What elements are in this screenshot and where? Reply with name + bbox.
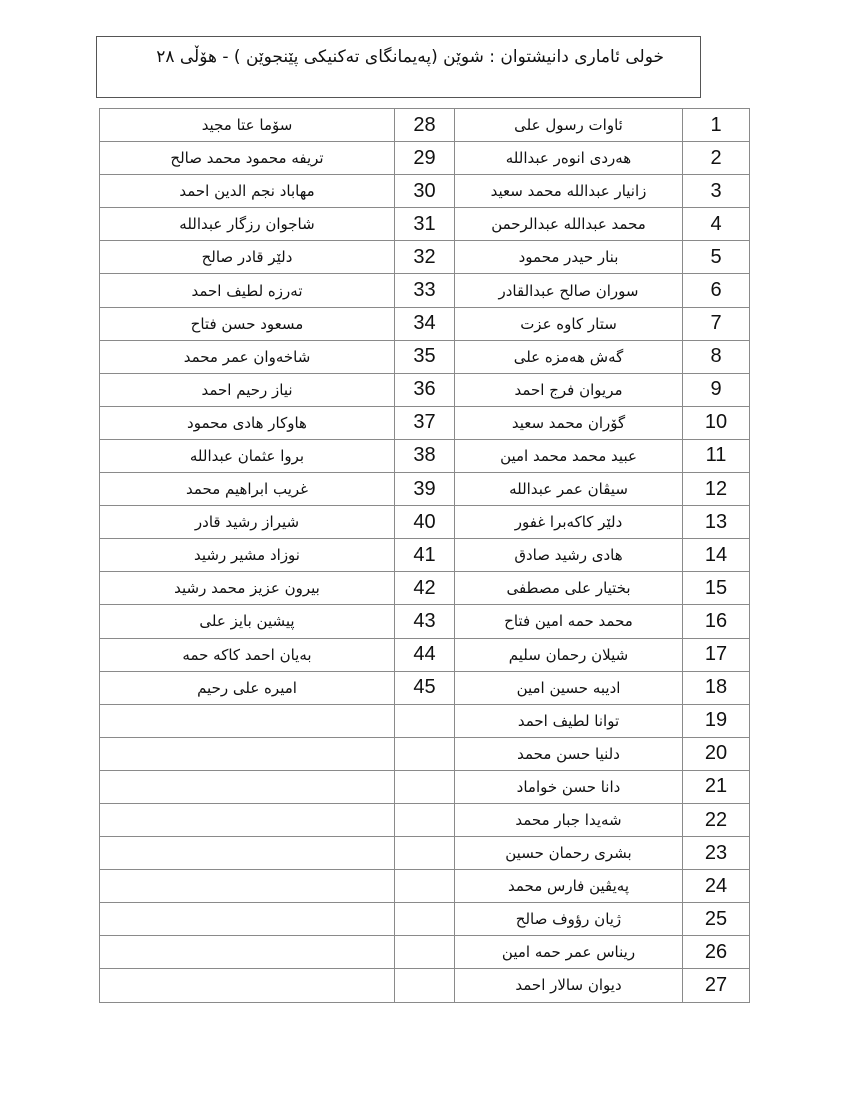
left-number-cell bbox=[395, 936, 455, 969]
right-number-cell: 14 bbox=[683, 539, 750, 572]
left-number-cell: 44 bbox=[395, 638, 455, 671]
table-row bbox=[100, 605, 750, 638]
table-row bbox=[100, 936, 750, 969]
table-row bbox=[100, 737, 750, 770]
left-name-cell: شاجوان رزگار عبداللە bbox=[100, 208, 395, 241]
table-row bbox=[100, 142, 750, 175]
left-number-cell bbox=[395, 770, 455, 803]
left-number-cell bbox=[395, 870, 455, 903]
left-number-cell bbox=[395, 837, 455, 870]
left-number-cell: 41 bbox=[395, 539, 455, 572]
left-name-cell: نیاز رحیم احمد bbox=[100, 373, 395, 406]
right-name-cell: بنار حیدر محمود bbox=[455, 241, 683, 274]
right-name-cell: هەردی انوەر عبداللە bbox=[455, 142, 683, 175]
table-row bbox=[100, 572, 750, 605]
right-number-cell: 23 bbox=[683, 837, 750, 870]
right-number-cell: 2 bbox=[683, 142, 750, 175]
left-name-cell: بیرون عزیز محمد رشید bbox=[100, 572, 395, 605]
left-number-cell: 45 bbox=[395, 671, 455, 704]
right-name-cell: بشری رحمان حسین bbox=[455, 837, 683, 870]
left-name-cell: غریب ابراهیم محمد bbox=[100, 473, 395, 506]
left-number-cell: 32 bbox=[395, 241, 455, 274]
table-row bbox=[100, 373, 750, 406]
right-name-cell: شیلان رحمان سلیم bbox=[455, 638, 683, 671]
left-number-cell: 42 bbox=[395, 572, 455, 605]
left-number-cell: 40 bbox=[395, 506, 455, 539]
right-name-cell: ریناس عمر حمە امین bbox=[455, 936, 683, 969]
right-name-cell: دلنیا حسن محمد bbox=[455, 737, 683, 770]
left-number-cell: 38 bbox=[395, 439, 455, 472]
left-name-cell: شیراز رشید قادر bbox=[100, 506, 395, 539]
left-name-cell: نوزاد مشیر رشید bbox=[100, 539, 395, 572]
right-number-cell: 18 bbox=[683, 671, 750, 704]
left-name-cell: پیشین بایز علی bbox=[100, 605, 395, 638]
right-number-cell: 7 bbox=[683, 307, 750, 340]
right-number-cell: 17 bbox=[683, 638, 750, 671]
left-name-cell bbox=[100, 704, 395, 737]
table-row bbox=[100, 109, 750, 142]
right-name-cell: بختیار علی مصطفی bbox=[455, 572, 683, 605]
right-number-cell: 13 bbox=[683, 506, 750, 539]
left-name-cell: تەرزە لطیف احمد bbox=[100, 274, 395, 307]
left-name-cell: سۆما عتا مجید bbox=[100, 109, 395, 142]
left-number-cell: 43 bbox=[395, 605, 455, 638]
table-row bbox=[100, 539, 750, 572]
left-number-cell bbox=[395, 704, 455, 737]
right-name-cell: پەیڤین فارس محمد bbox=[455, 870, 683, 903]
right-name-cell: محمد حمە امین فتاح bbox=[455, 605, 683, 638]
right-number-cell: 9 bbox=[683, 373, 750, 406]
right-number-cell: 11 bbox=[683, 439, 750, 472]
left-name-cell: شاخەوان عمر محمد bbox=[100, 340, 395, 373]
right-number-cell: 10 bbox=[683, 406, 750, 439]
table-row bbox=[100, 671, 750, 704]
table-row bbox=[100, 439, 750, 472]
right-name-cell: توانا لطیف احمد bbox=[455, 704, 683, 737]
left-number-cell: 31 bbox=[395, 208, 455, 241]
left-name-cell bbox=[100, 837, 395, 870]
left-name-cell bbox=[100, 770, 395, 803]
right-name-cell: ستار کاوە عزت bbox=[455, 307, 683, 340]
right-name-cell: گۆران محمد سعید bbox=[455, 406, 683, 439]
left-number-cell: 33 bbox=[395, 274, 455, 307]
right-number-cell: 25 bbox=[683, 903, 750, 936]
student-roster-table bbox=[99, 108, 750, 1003]
left-name-cell: مسعود حسن فتاح bbox=[100, 307, 395, 340]
right-name-cell: ئاوات رسول علی bbox=[455, 109, 683, 142]
left-name-cell bbox=[100, 737, 395, 770]
left-name-cell: هاوکار هادی محمود bbox=[100, 406, 395, 439]
right-number-cell: 6 bbox=[683, 274, 750, 307]
left-number-cell bbox=[395, 737, 455, 770]
right-number-cell: 20 bbox=[683, 737, 750, 770]
right-number-cell: 4 bbox=[683, 208, 750, 241]
right-name-cell: گەش هەمزە علی bbox=[455, 340, 683, 373]
table-row bbox=[100, 274, 750, 307]
table-row bbox=[100, 473, 750, 506]
table-row bbox=[100, 506, 750, 539]
document-title: خولی ئاماری دانیشتوان : شوێن (پەیمانگای تەکنیکی پێنجوێن ) - هۆڵی ٢٨ bbox=[156, 47, 664, 67]
left-number-cell: 36 bbox=[395, 373, 455, 406]
table-row bbox=[100, 969, 750, 1002]
right-number-cell: 12 bbox=[683, 473, 750, 506]
right-name-cell: دیوان سالار احمد bbox=[455, 969, 683, 1002]
right-name-cell: زانیار عبداللە محمد سعید bbox=[455, 175, 683, 208]
left-name-cell bbox=[100, 903, 395, 936]
right-name-cell: مریوان فرج احمد bbox=[455, 373, 683, 406]
left-name-cell bbox=[100, 969, 395, 1002]
table-row bbox=[100, 770, 750, 803]
table-row bbox=[100, 704, 750, 737]
left-number-cell: 34 bbox=[395, 307, 455, 340]
left-name-cell: تریفە محمود محمد صالح bbox=[100, 142, 395, 175]
right-number-cell: 21 bbox=[683, 770, 750, 803]
right-name-cell: شەیدا جبار محمد bbox=[455, 803, 683, 836]
table-row bbox=[100, 406, 750, 439]
right-name-cell: عبید محمد محمد امین bbox=[455, 439, 683, 472]
right-number-cell: 26 bbox=[683, 936, 750, 969]
right-number-cell: 3 bbox=[683, 175, 750, 208]
right-name-cell: ژیان رؤوف صالح bbox=[455, 903, 683, 936]
right-name-cell: سیڤان عمر عبداللە bbox=[455, 473, 683, 506]
table-row bbox=[100, 870, 750, 903]
roster-body bbox=[100, 109, 750, 1003]
right-number-cell: 8 bbox=[683, 340, 750, 373]
right-name-cell: محمد عبداللە عبدالرحمن bbox=[455, 208, 683, 241]
right-number-cell: 16 bbox=[683, 605, 750, 638]
left-number-cell: 29 bbox=[395, 142, 455, 175]
left-name-cell: امیرە علی رحیم bbox=[100, 671, 395, 704]
table-row bbox=[100, 307, 750, 340]
table-row bbox=[100, 208, 750, 241]
right-number-cell: 15 bbox=[683, 572, 750, 605]
title-box bbox=[96, 36, 701, 98]
left-name-cell bbox=[100, 803, 395, 836]
left-number-cell bbox=[395, 803, 455, 836]
left-name-cell: بەیان احمد کاکە حمە bbox=[100, 638, 395, 671]
table-row bbox=[100, 340, 750, 373]
left-number-cell bbox=[395, 903, 455, 936]
left-name-cell: مهاباد نجم الدین احمد bbox=[100, 175, 395, 208]
table-row bbox=[100, 638, 750, 671]
right-name-cell: سوران صالح عبدالقادر bbox=[455, 274, 683, 307]
left-number-cell bbox=[395, 969, 455, 1002]
right-number-cell: 22 bbox=[683, 803, 750, 836]
right-number-cell: 5 bbox=[683, 241, 750, 274]
right-name-cell: ادیبە حسین امین bbox=[455, 671, 683, 704]
right-name-cell: دانا حسن خواماد bbox=[455, 770, 683, 803]
right-number-cell: 24 bbox=[683, 870, 750, 903]
table-row bbox=[100, 903, 750, 936]
left-number-cell: 37 bbox=[395, 406, 455, 439]
right-number-cell: 1 bbox=[683, 109, 750, 142]
left-number-cell: 39 bbox=[395, 473, 455, 506]
left-number-cell: 28 bbox=[395, 109, 455, 142]
right-name-cell: دلێر کاکەبرا غفور bbox=[455, 506, 683, 539]
left-name-cell: بروا عثمان عبداللە bbox=[100, 439, 395, 472]
table-row bbox=[100, 175, 750, 208]
table-row bbox=[100, 241, 750, 274]
left-number-cell: 30 bbox=[395, 175, 455, 208]
left-name-cell bbox=[100, 870, 395, 903]
table-row bbox=[100, 803, 750, 836]
right-number-cell: 19 bbox=[683, 704, 750, 737]
left-number-cell: 35 bbox=[395, 340, 455, 373]
table-row bbox=[100, 837, 750, 870]
left-name-cell bbox=[100, 936, 395, 969]
left-name-cell: دلێر قادر صالح bbox=[100, 241, 395, 274]
right-number-cell: 27 bbox=[683, 969, 750, 1002]
right-name-cell: هادی رشید صادق bbox=[455, 539, 683, 572]
